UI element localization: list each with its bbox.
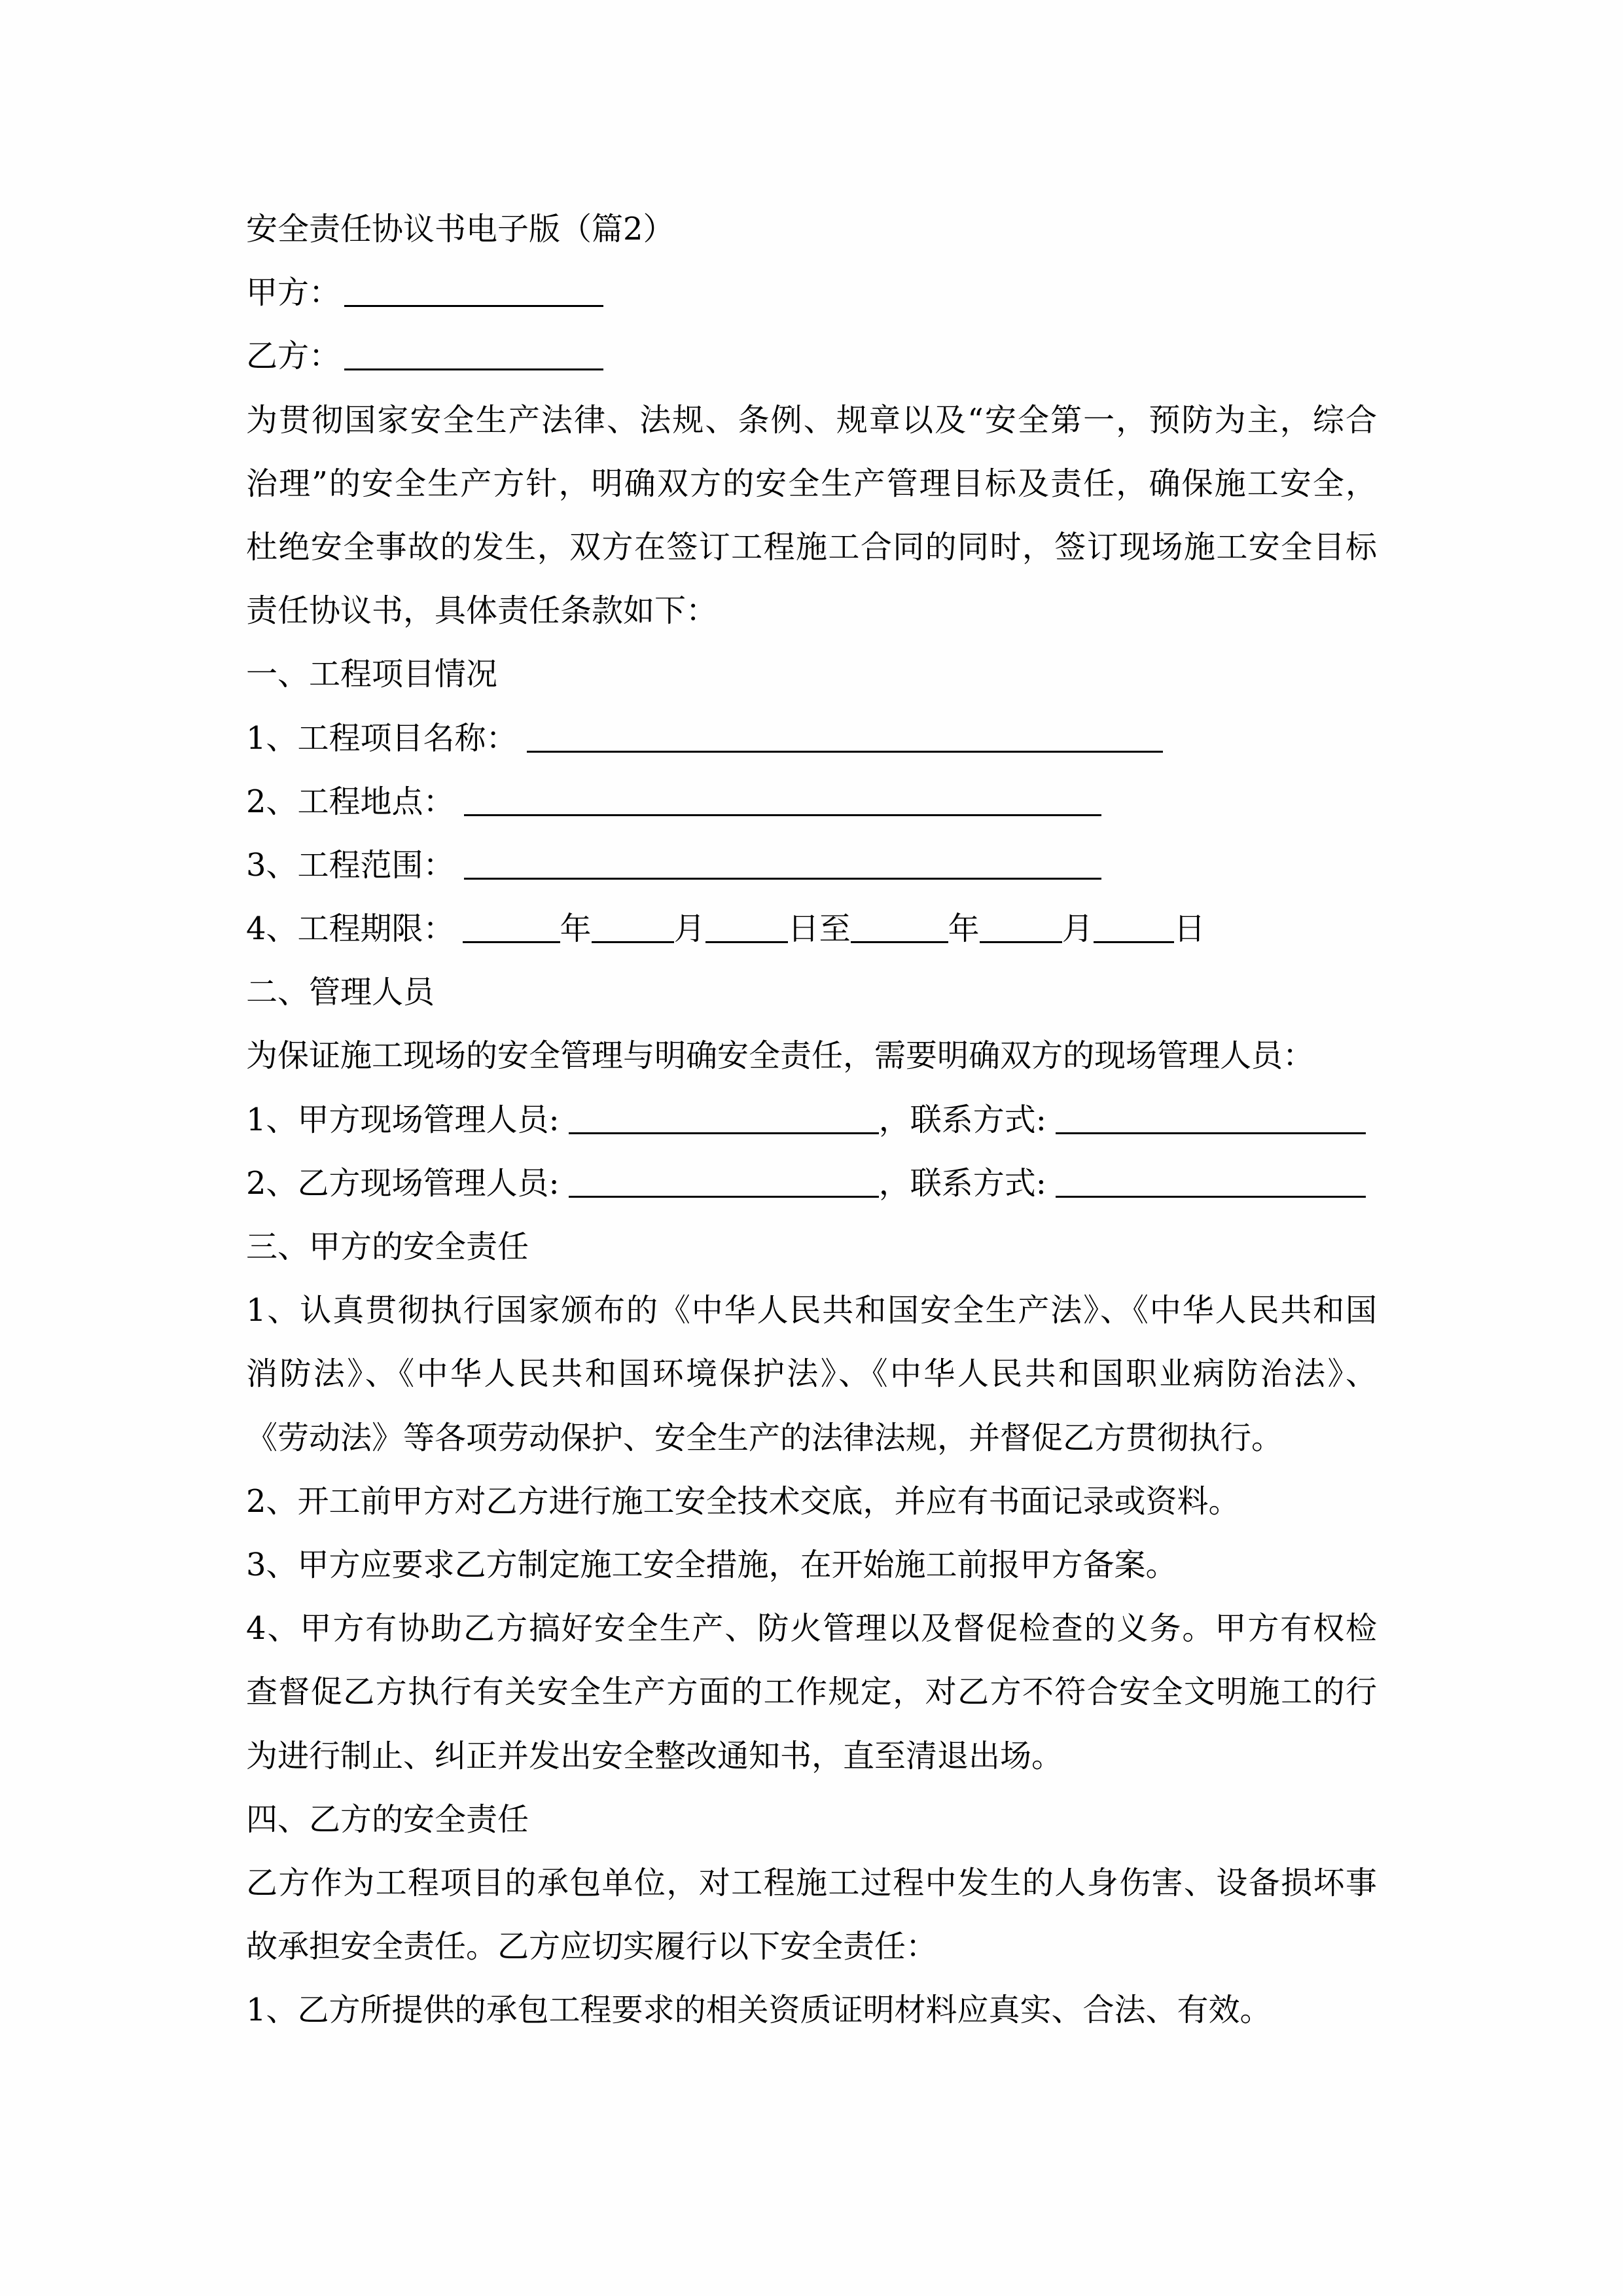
date-unit-day-to: 日至 bbox=[787, 910, 851, 948]
contact-label: 联系方式: bbox=[910, 1164, 1046, 1202]
party-a-label: 甲方： bbox=[246, 274, 341, 312]
party-b-manager-line bbox=[246, 1152, 1377, 1215]
section4-item1: 1、乙方所提供的承包工程要求的相关资质证明材料应真实、合法、有效。 bbox=[246, 1992, 1272, 2029]
end-month-field[interactable] bbox=[980, 915, 1062, 943]
section3-item1-line: 1、认真贯彻执行国家颁布的《中华人民共和国安全生产法》、《中华人民共和国 bbox=[246, 1292, 1377, 1329]
date-unit-day: 日 bbox=[1173, 910, 1205, 948]
section3-heading: 三、甲方的安全责任 bbox=[246, 1229, 529, 1265]
intro-line: 治理”的安全生产方针，明确双方的安全生产管理目标及责任，确保施工安全， bbox=[246, 465, 1377, 502]
project-name-line bbox=[246, 707, 1377, 770]
party-b-line bbox=[246, 325, 1377, 388]
section3-item4-line: 4、甲方有协助乙方搞好安全生产、防火管理以及督促检查的义务。甲方有权检 bbox=[246, 1610, 1377, 1647]
end-year-field[interactable] bbox=[851, 915, 948, 943]
section3-item2: 2、开工前甲方对乙方进行施工安全技术交底，并应有书面记录或资料。 bbox=[246, 1482, 1240, 1520]
party-a-manager-field[interactable] bbox=[569, 1106, 879, 1134]
intro-line: 为贯彻国家安全生产法律、法规、条例、规章以及“安全第一，预防为主，综合 bbox=[246, 401, 1377, 439]
section1-heading: 一、工程项目情况 bbox=[246, 656, 498, 693]
separator: ， bbox=[878, 1164, 910, 1202]
date-unit-month: 月 bbox=[673, 910, 705, 948]
section3-item4-line: 查督促乙方执行有关安全生产方面的工作规定，对乙方不符合安全文明施工的行 bbox=[246, 1674, 1377, 1711]
section2-intro: 为保证施工现场的安全管理与明确安全责任，需要明确双方的现场管理人员： bbox=[246, 1037, 1315, 1075]
section4-intro-line: 故承担安全责任。乙方应切实履行以下安全责任： bbox=[246, 1928, 938, 1965]
section3-item1-line: 《劳动法》等各项劳动保护、安全生产的法律法规，并督促乙方贯彻执行。 bbox=[246, 1419, 1283, 1456]
date-unit-year: 年 bbox=[560, 910, 592, 948]
contact-label: 联系方式: bbox=[910, 1101, 1046, 1138]
party-a-contact-field[interactable] bbox=[1056, 1106, 1366, 1134]
project-scope-field[interactable] bbox=[464, 852, 1101, 880]
party-b-contact-field[interactable] bbox=[1056, 1170, 1366, 1198]
party-b-manager-field[interactable] bbox=[569, 1170, 879, 1198]
project-scope-line bbox=[246, 834, 1377, 897]
project-name-label: 1、工程项目名称： bbox=[246, 719, 518, 757]
section4-heading: 四、乙方的安全责任 bbox=[246, 1801, 529, 1838]
document-body bbox=[246, 198, 1377, 2042]
document-title: 安全责任协议书电子版（篇2） bbox=[246, 211, 675, 247]
party-a-manager-line bbox=[246, 1088, 1377, 1152]
project-location-field[interactable] bbox=[464, 788, 1101, 816]
section3-item1-line: 消防法》、《中华人民共和国环境保护法》、《中华人民共和国职业病防治法》、 bbox=[246, 1355, 1377, 1393]
date-unit-month: 月 bbox=[1061, 910, 1094, 948]
intro-line: 杜绝安全事故的发生，双方在签订工程施工合同的同时，签订现场施工安全目标 bbox=[246, 528, 1377, 565]
section3-item3: 3、甲方应要求乙方制定施工安全措施，在开始施工前报甲方备案。 bbox=[246, 1546, 1177, 1583]
section2-heading: 二、管理人员 bbox=[246, 974, 435, 1011]
end-day-field[interactable] bbox=[1094, 915, 1174, 943]
project-period-label: 4、工程期限： bbox=[246, 910, 455, 948]
start-year-field[interactable] bbox=[463, 915, 560, 943]
start-month-field[interactable] bbox=[592, 915, 674, 943]
project-location-line bbox=[246, 770, 1377, 834]
party-a-manager-label: 1、甲方现场管理人员: bbox=[246, 1101, 560, 1138]
section3-item4-line: 为进行制止、纠正并发出安全整改通知书，直至清退出场。 bbox=[246, 1737, 1063, 1774]
project-location-label: 2、工程地点： bbox=[246, 783, 455, 820]
project-name-field[interactable] bbox=[527, 725, 1163, 753]
date-unit-year: 年 bbox=[948, 910, 980, 948]
intro-line: 责任协议书，具体责任条款如下： bbox=[246, 592, 718, 630]
party-b-label: 乙方： bbox=[246, 338, 341, 375]
party-a-field[interactable] bbox=[344, 279, 603, 307]
party-b-field[interactable] bbox=[344, 342, 603, 370]
party-b-manager-label: 2、乙方现场管理人员: bbox=[246, 1164, 560, 1202]
project-period-line bbox=[246, 897, 1377, 961]
party-a-line bbox=[246, 261, 1377, 325]
separator: ， bbox=[878, 1101, 910, 1138]
project-scope-label: 3、工程范围： bbox=[246, 846, 455, 884]
start-day-field[interactable] bbox=[705, 915, 788, 943]
section4-intro-line: 乙方作为工程项目的承包单位，对工程施工过程中发生的人身伤害、设备损坏事 bbox=[246, 1864, 1377, 1901]
